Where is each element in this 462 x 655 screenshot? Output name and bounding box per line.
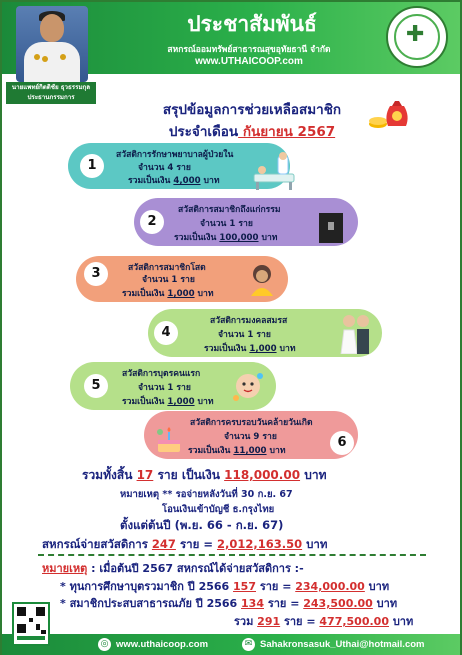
welfare-name: สวัสดิการบุตรคนแรก	[122, 369, 201, 379]
welfare-amount: รวมเป็นเงิน 1,000 บาท	[204, 344, 296, 354]
remark-heading: หมายเหตุ : เมื่อต้นปี 2567 สหกรณ์ได้จ่ายสวัสดิการ :-	[42, 562, 304, 575]
footer-email[interactable]: Sahakronsasuk_Uthai@hotmail.com	[260, 639, 425, 650]
welfare-count: จำนวน 1 ราย	[138, 383, 191, 393]
chairman-caption	[6, 82, 96, 104]
coop-logo: ✚	[386, 6, 448, 68]
welfare-number: 2	[140, 210, 164, 234]
email-icon: ✉	[242, 638, 255, 651]
footer-website[interactable]: www.uthaicoop.com	[116, 639, 209, 650]
header-url[interactable]: www.UTHAICOOP.com	[195, 56, 303, 67]
globe-icon: ◎	[98, 638, 111, 651]
welfare-number: 3	[84, 262, 108, 286]
ytd-welfare-paid: สหกรณ์จ่ายสวัสดิการ 247 ราย = 2,012,163.50 บาท	[42, 537, 328, 551]
page-subtitle: ประจำเดือน กันยายน 2567	[168, 124, 336, 140]
welfare-name: สวัสดิการสมาชิกโสด	[128, 263, 206, 273]
welfare-count: จำนวน 4 ราย	[138, 163, 191, 173]
fiscal-period: ตั้งแต่ต้นปี (พ.ย. 66 - ก.ย. 67)	[120, 518, 284, 532]
money-bag-icon	[368, 96, 414, 130]
welfare-count: จำนวน 1 ราย	[142, 275, 195, 285]
baby-icon	[230, 368, 266, 404]
remark-row: * ทุนการศึกษาบุตรวมาชิก ปี 2566 157 ราย = 234,000.00 บาท	[60, 580, 390, 593]
single-person-icon	[246, 264, 278, 296]
report-month: กันยายน 2567	[238, 124, 336, 140]
welfare-count: จำนวน 1 ราย	[200, 219, 253, 229]
welfare-number: 6	[330, 431, 354, 455]
page-title: สรุปข้อมูลการช่วยเหลือสมาชิก	[162, 102, 342, 118]
payment-note: หมายเหตุ ** รอจ่ายหลังวันที่ 30 ก.ย. 67	[120, 489, 293, 500]
header-subtitle: สหกรณ์ออมทรัพย์สาธารณสุขอุทัยธานี จำกัด	[167, 45, 331, 55]
welfare-name: สวัสดิการรักษาพยาบาลผู้ป่วยใน	[116, 150, 234, 160]
black-book-icon	[318, 212, 344, 244]
welfare-amount: รวมเป็นเงิน 4,000 บาท	[128, 176, 220, 186]
remark-row: * สมาชิกประสบสาธารณภัย ปี 2566 134 ราย = 243,500.00 บาท	[60, 597, 398, 610]
welfare-name: สวัสดิการครบรอบวันคล้ายวันเกิด	[190, 418, 313, 428]
hospital-bed-icon	[252, 152, 296, 192]
welfare-count: จำนวน 9 ราย	[224, 432, 277, 442]
chairman-photo	[16, 6, 88, 82]
chairman-name: นายแพทย์กิตติชัย ธุวธรรมกุล	[11, 84, 91, 91]
total-amount: 118,000.00	[224, 468, 301, 482]
header-title: ประชาสัมพันธ์	[187, 13, 317, 36]
dashed-divider	[38, 554, 426, 556]
chairman-role: ประธานกรรมการ	[27, 94, 75, 101]
welfare-amount: รวมเป็นเงิน 1,000 บาท	[122, 397, 214, 407]
welfare-number: 4	[154, 321, 178, 345]
welfare-amount: รวมเป็นเงิน 100,000 บาท	[174, 233, 278, 243]
birthday-cake-icon	[154, 424, 184, 454]
welfare-amount: รวมเป็นเงิน 1,000 บาท	[122, 289, 214, 299]
welfare-amount: รวมเป็นเงิน 11,000 บาท	[188, 446, 286, 456]
wedding-couple-icon	[338, 312, 374, 354]
welfare-number: 5	[84, 374, 108, 398]
welfare-name: สวัสดิการมงคลสมรส	[210, 316, 288, 326]
total-count: 17	[136, 468, 154, 482]
welfare-number: 1	[80, 154, 104, 178]
welfare-name: สวัสดิการสมาชิกถึงแก่กรรม	[178, 205, 281, 215]
welfare-count: จำนวน 1 ราย	[218, 330, 271, 340]
transfer-note: โอนเงินเข้าบัญชี ธ.กรุงไทย	[162, 504, 275, 515]
grand-total: รวมทั้งสิ้น 17 ราย เป็นเงิน 118,000.00 บาท	[82, 468, 327, 482]
remark-total-row: รวม 291 ราย = 477,500.00 บาท	[234, 615, 414, 628]
qr-code[interactable]	[12, 602, 50, 646]
